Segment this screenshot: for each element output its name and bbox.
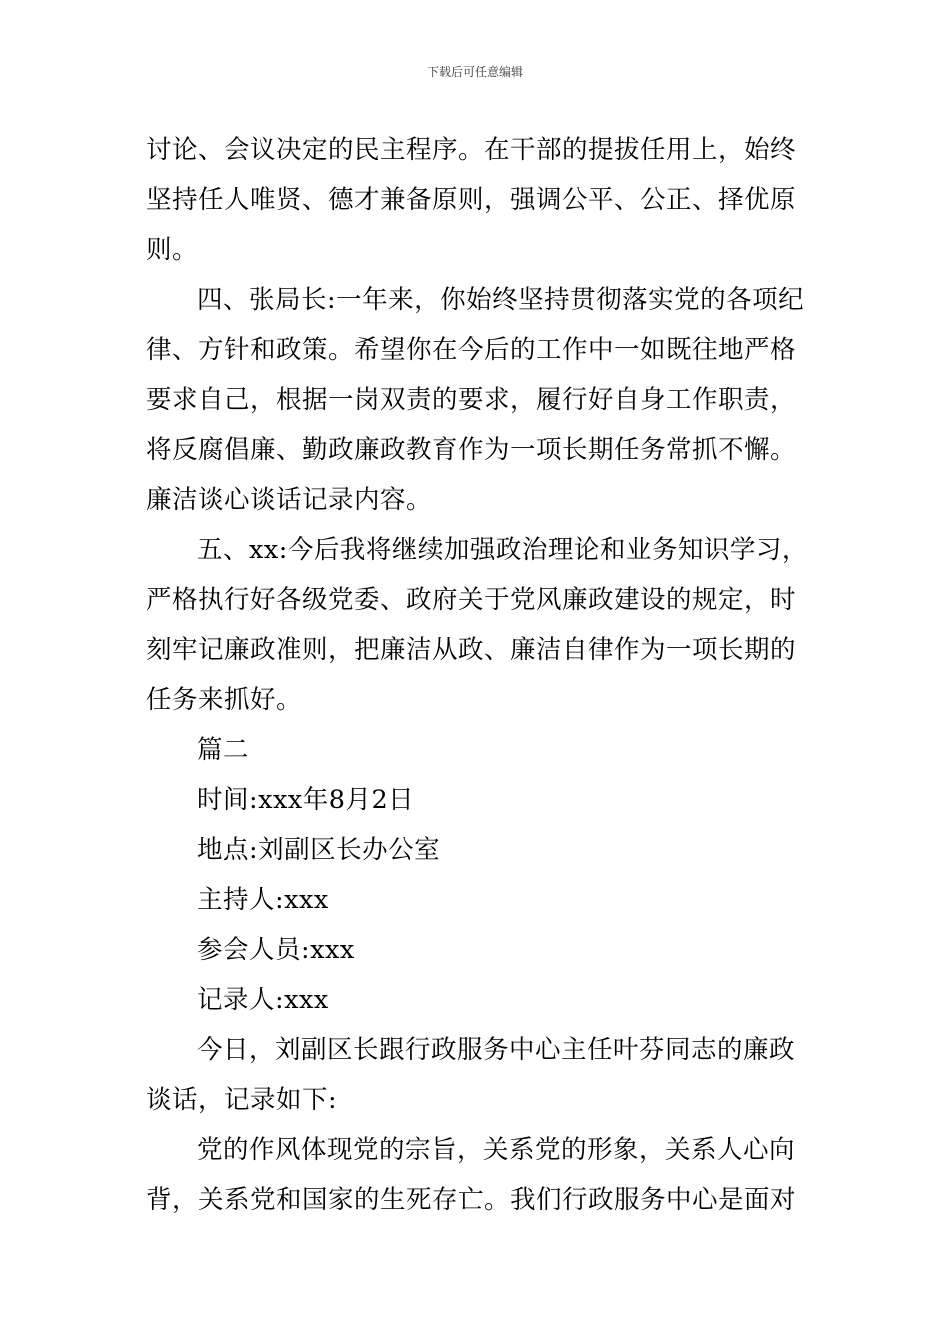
text-line-5: 律、方针和政策。希望你在今后的工作中一如既往地严格 [146,335,797,365]
text-line-20: 谈话，记录如下: [146,1085,338,1115]
text-line-10: 严格执行好各级党委、政府关于党风廉政建设的规定，时 [146,585,797,615]
document-body [146,125,808,1225]
text-line-12: 任务来抓好。 [146,685,303,715]
document-text [146,125,808,1225]
section-heading: 篇二 [197,735,250,765]
text-line-8: 廉洁谈心谈话记录内容。 [146,485,433,515]
text-line-11: 刻牢记廉政准则，把廉洁从政、廉洁自律作为一项长期的 [146,635,797,665]
meeting-host: 主持人:xxx [197,885,329,915]
meeting-attendees: 参会人员:xxx [197,935,355,965]
text-line-7: 将反腐倡廉、勤政廉政教育作为一项长期任务常抓不懈。 [146,435,797,465]
page-header: 下载后可任意编辑 [426,65,523,79]
text-line-22: 背，关系党和国家的生死存亡。我们行政服务中心是面对 [146,1185,797,1215]
text-line-2: 坚持任人唯贤、德才兼备原则，强调公平、公正、择优原 [146,185,797,215]
text-line-6: 要求自己，根据一岗双责的要求，履行好自身工作职责， [146,385,797,415]
text-line-3: 则。 [146,235,199,265]
text-line-19: 今日，刘副区长跟行政服务中心主任叶芬同志的廉政 [197,1035,796,1065]
meeting-time: 时间:xxx年8月2日 [197,785,415,815]
meeting-location: 地点:刘副区长办公室 [197,835,441,865]
text-line-1: 讨论、会议决定的民主程序。在干部的提拔任用上，始终 [146,135,797,165]
text-line-21: 党的作风体现党的宗旨，关系党的形象，关系人心向 [197,1135,796,1165]
text-line-9: 五、xx:今后我将继续加强政治理论和业务知识学习， [197,535,808,565]
meeting-recorder: 记录人:xxx [197,985,329,1015]
text-line-4: 四、张局长:一年来，你始终坚持贯彻落实党的各项纪 [197,285,805,315]
